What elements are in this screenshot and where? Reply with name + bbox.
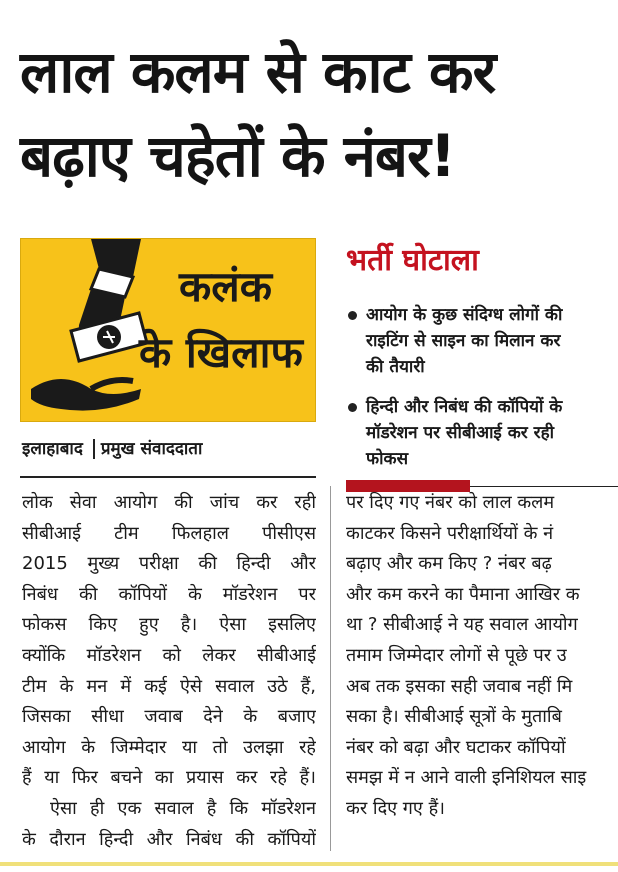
- byline-author: प्रमुख संवाददाता: [100, 439, 203, 459]
- body-line: टीम के मन में कई ऐसे सवाल उठे हैं,: [22, 675, 316, 697]
- body-line: आयोग के जिम्मेदार या तो उलझा रहे: [22, 736, 316, 758]
- body-line: कर दिए गए हैं।: [346, 797, 445, 819]
- bullet-line: हिन्दी और निबंध की कॉपियों के: [366, 397, 563, 417]
- body-line: जिसका सीधा जवाब देने के बजाए: [22, 706, 316, 728]
- byline-separator: [93, 439, 95, 459]
- bullet-dot-icon: [348, 311, 357, 320]
- body-line: पर दिए गए नंबर को लाल कलम: [346, 492, 555, 513]
- body-line: सीबीआई टीम फिलहाल पीसीएस: [22, 522, 316, 544]
- body-line: तमाम जिम्मेदार लोगों से पूछे पर उ: [346, 644, 567, 666]
- bullet-line: आयोग के कुछ संदिग्ध लोगों की: [366, 305, 563, 325]
- body-line: नंबर को बढ़ा और घटाकर कॉपियों: [346, 736, 566, 758]
- body-line: क्योंकि मॉडरेशन को लेकर सीबीआई: [22, 644, 316, 666]
- body-line: के दौरान हिन्दी और निबंध की कॉपियों: [22, 828, 316, 850]
- headline-line-2: बढ़ाए चहेतों के नंबर!: [20, 122, 456, 190]
- byline-divider: [20, 476, 316, 478]
- body-line: ऐसा ही एक सवाल है कि मॉडरेशन: [50, 797, 316, 819]
- sidebar-bullets: [346, 302, 618, 486]
- body-line: काटकर किसने परीक्षार्थियों के नं: [346, 522, 554, 544]
- bullet-line: राइटिंग से साइन का मिलान कर: [366, 331, 561, 351]
- sidebar-kicker: भर्ती घोटाला: [346, 243, 479, 278]
- bullet-line: मॉडरेशन पर सीबीआई कर रही: [366, 423, 555, 443]
- bullet-dot-icon: [348, 403, 357, 412]
- body-line: था ? सीबीआई ने यह सवाल आयोग: [346, 614, 578, 636]
- body-line: सका है। सीबीआई सूत्रों के मुताबि: [346, 706, 562, 728]
- body-line: और कम करने का पैमाना आखिर क: [346, 583, 580, 605]
- body-line: फोकस किए हुए है। ऐसा इसलिए: [22, 614, 316, 636]
- body-line: 2015 मुख्य परीक्षा की हिन्दी और: [22, 553, 316, 575]
- body-line: अब तक इसका सही जवाब नहीं मि: [346, 675, 573, 697]
- bullet-line: फोकस: [366, 449, 409, 469]
- body-line: बढ़ाए और कम किए ? नंबर बढ़: [346, 553, 552, 575]
- kalank-ke-khilaf-logo: [20, 238, 316, 422]
- body-line: लोक सेवा आयोग की जांच कर रही: [22, 492, 316, 513]
- page-bottom-rule: [0, 862, 618, 866]
- body-column-2: [346, 488, 618, 825]
- byline: [22, 436, 317, 460]
- headline: [20, 30, 610, 198]
- logo-word-ke-khilaf: के खिलाफ: [139, 328, 303, 377]
- body-line: निबंध की कॉपियों के मॉडरेशन पर: [22, 583, 316, 605]
- column-divider: [330, 486, 331, 851]
- body-column-1: [22, 488, 316, 855]
- body-line: हैं या फिर बचने का प्रयास कर रहे हैं।: [22, 767, 316, 789]
- headline-line-1: लाल कलम से काट कर: [20, 38, 496, 106]
- bullet-line: की तैयारी: [366, 357, 425, 377]
- sidebar-rule: [470, 486, 618, 487]
- byline-place: इलाहाबाद: [22, 439, 83, 459]
- bullet-item: [346, 394, 618, 472]
- logo-word-kalank: कलंक: [179, 262, 272, 311]
- body-line: समझ में न आने वाली इनिशियल साइ: [346, 767, 587, 789]
- bullet-item: [346, 302, 618, 380]
